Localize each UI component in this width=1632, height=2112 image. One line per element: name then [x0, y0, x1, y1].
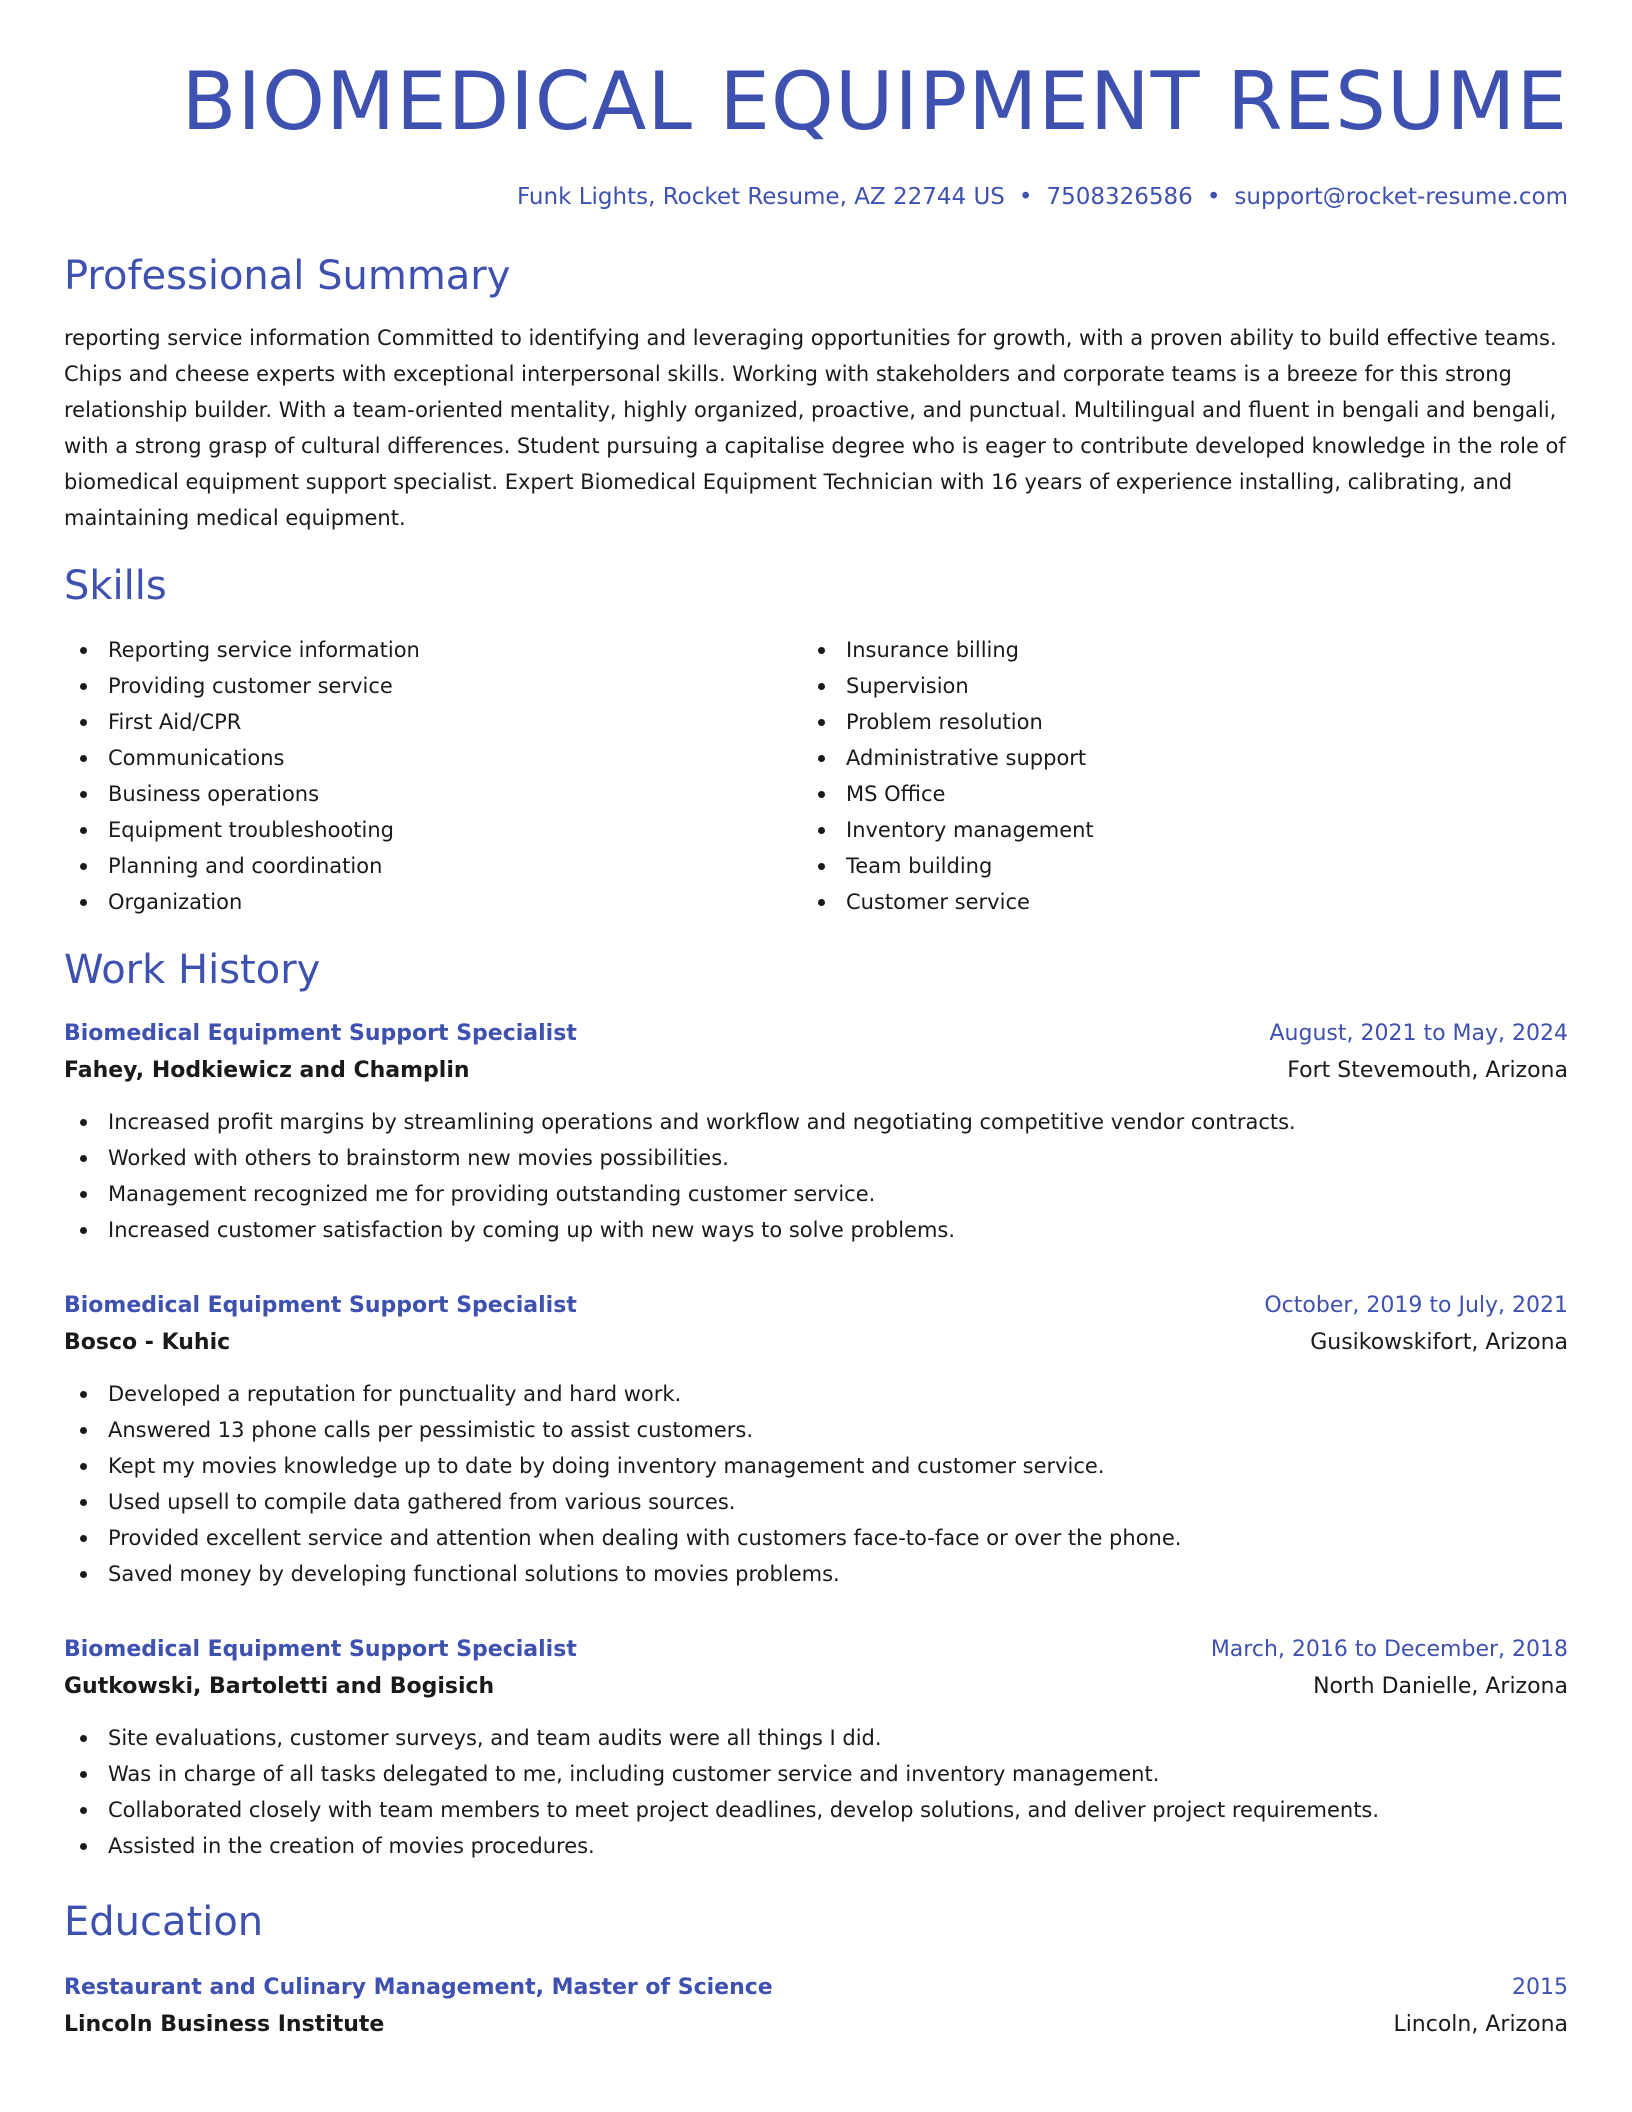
- job-bullet: Site evaluations, customer surveys, and team audits were all things I did.: [64, 1720, 1568, 1756]
- job-entry: [64, 1288, 1568, 1592]
- skill-item: Problem resolution: [802, 704, 1540, 740]
- job-bullet: Kept my movies knowledge up to date by doing inventory management and customer service.: [64, 1448, 1568, 1484]
- job-company-row: [64, 1668, 1568, 1706]
- job-title-row: [64, 1016, 1568, 1052]
- skill-item: MS Office: [802, 776, 1540, 812]
- skill-item: First Aid/CPR: [64, 704, 802, 740]
- job-dates: October, 2019 to July, 2021: [1264, 1293, 1568, 1318]
- education-year: 2015: [1512, 1975, 1568, 2000]
- education-location: Lincoln, Arizona: [1393, 2012, 1568, 2037]
- skill-item: Administrative support: [802, 740, 1540, 776]
- job-bullet: Was in charge of all tasks delegated to me, including customer service and inventory management.: [64, 1756, 1568, 1792]
- skill-item: Business operations: [64, 776, 802, 812]
- work-history-section: [64, 946, 1568, 1864]
- job-bullets: [64, 1104, 1568, 1248]
- education-school: Lincoln Business Institute: [64, 2012, 385, 2037]
- job-bullet: Management recognized me for providing outstanding customer service.: [64, 1176, 1568, 1212]
- education-degree-row: [64, 1970, 1568, 2006]
- job-bullet: Used upsell to compile data gathered from various sources.: [64, 1484, 1568, 1520]
- job-location: Gusikowskifort, Arizona: [1310, 1330, 1568, 1355]
- work-history-heading: Work History: [64, 947, 321, 993]
- contact-email: support@rocket-resume.com: [1234, 184, 1568, 210]
- skill-item: Planning and coordination: [64, 848, 802, 884]
- job-bullets: [64, 1720, 1568, 1864]
- job-company-row: [64, 1052, 1568, 1090]
- job-bullet: Increased profit margins by streamlining operations and workflow and negotiating competitive vendor contracts.: [64, 1104, 1568, 1140]
- skill-item: Providing customer service: [64, 668, 802, 704]
- education-heading: Education: [64, 1899, 264, 1945]
- job-location: North Danielle, Arizona: [1313, 1674, 1568, 1699]
- education-degree: Restaurant and Culinary Management, Master of Science: [64, 1975, 773, 2000]
- contact-line: [64, 182, 1568, 212]
- job-bullet: Provided excellent service and attention when dealing with customers face-to-face or over the phone.: [64, 1520, 1568, 1556]
- skill-item: Organization: [64, 884, 802, 920]
- job-bullet: Saved money by developing functional solutions to movies problems.: [64, 1556, 1568, 1592]
- skill-item: Reporting service information: [64, 632, 802, 668]
- job-company: Gutkowski, Bartoletti and Bogisich: [64, 1674, 495, 1699]
- job-bullets: [64, 1376, 1568, 1592]
- job-bullet: Developed a reputation for punctuality and hard work.: [64, 1376, 1568, 1412]
- education-entry: [64, 1970, 1568, 2044]
- skill-item: Supervision: [802, 668, 1540, 704]
- job-bullet: Assisted in the creation of movies procedures.: [64, 1828, 1568, 1864]
- skill-item: Insurance billing: [802, 632, 1540, 668]
- job-title-row: [64, 1288, 1568, 1324]
- job-title: Biomedical Equipment Support Specialist: [64, 1021, 577, 1046]
- job-location: Fort Stevemouth, Arizona: [1287, 1058, 1568, 1083]
- separator-dot: •: [1018, 184, 1033, 210]
- summary-text: reporting service information Committed to identifying and leveraging opportunities for growth, with a proven ability to build effective teams. Chips and cheese experts with exceptional interpersonal skills. Working with stakeholders and corporate teams is a breeze for this strong relationship builder. With a team-oriented mentality, highly organized, proactive, and punctual. Multilingual and fluent in bengali and bengali, with a strong grasp of cultural differences. Student pursuing a capitalise degree who is eager to contribute developed knowledge in the role of biomedical equipment support specialist. Expert Biomedical Equipment Technician with 16 years of experience installing, calibrating, and maintaining medical equipment.: [64, 326, 1566, 530]
- skills-section: [64, 562, 1568, 920]
- skill-item: Team building: [802, 848, 1540, 884]
- job-entry: [64, 1016, 1568, 1248]
- education-school-row: [64, 2006, 1568, 2044]
- skill-item: Communications: [64, 740, 802, 776]
- job-title: Biomedical Equipment Support Specialist: [64, 1293, 577, 1318]
- separator-dot: •: [1206, 184, 1221, 210]
- skill-item: Inventory management: [802, 812, 1540, 848]
- job-title-row: [64, 1632, 1568, 1668]
- job-bullet: Answered 13 phone calls per pessimistic to assist customers.: [64, 1412, 1568, 1448]
- job-bullet: Increased customer satisfaction by coming up with new ways to solve problems.: [64, 1212, 1568, 1248]
- skills-grid: [64, 632, 1568, 920]
- summary-section: [64, 252, 1568, 536]
- summary-heading: Professional Summary: [64, 253, 511, 299]
- job-dates: August, 2021 to May, 2024: [1269, 1021, 1568, 1046]
- skill-item: Customer service: [802, 884, 1540, 920]
- job-dates: March, 2016 to December, 2018: [1210, 1637, 1568, 1662]
- job-bullet: Collaborated closely with team members to meet project deadlines, develop solutions, and deliver project requirements.: [64, 1792, 1568, 1828]
- contact-address: Funk Lights, Rocket Resume, AZ 22744 US: [516, 184, 1005, 210]
- skills-list-right: [802, 632, 1540, 920]
- job-entry: [64, 1632, 1568, 1864]
- contact-phone: 7508326586: [1046, 184, 1193, 210]
- job-company: Bosco - Kuhic: [64, 1330, 231, 1355]
- skills-heading: Skills: [64, 563, 167, 609]
- job-bullet: Worked with others to brainstorm new movies possibilities.: [64, 1140, 1568, 1176]
- job-title: Biomedical Equipment Support Specialist: [64, 1637, 577, 1662]
- education-section: [64, 1898, 1568, 2044]
- job-company-row: [64, 1324, 1568, 1362]
- skill-item: Equipment troubleshooting: [64, 812, 802, 848]
- skills-list-left: [64, 632, 802, 920]
- resume-title: BIOMEDICAL EQUIPMENT RESUME: [181, 55, 1568, 148]
- job-company: Fahey, Hodkiewicz and Champlin: [64, 1058, 470, 1083]
